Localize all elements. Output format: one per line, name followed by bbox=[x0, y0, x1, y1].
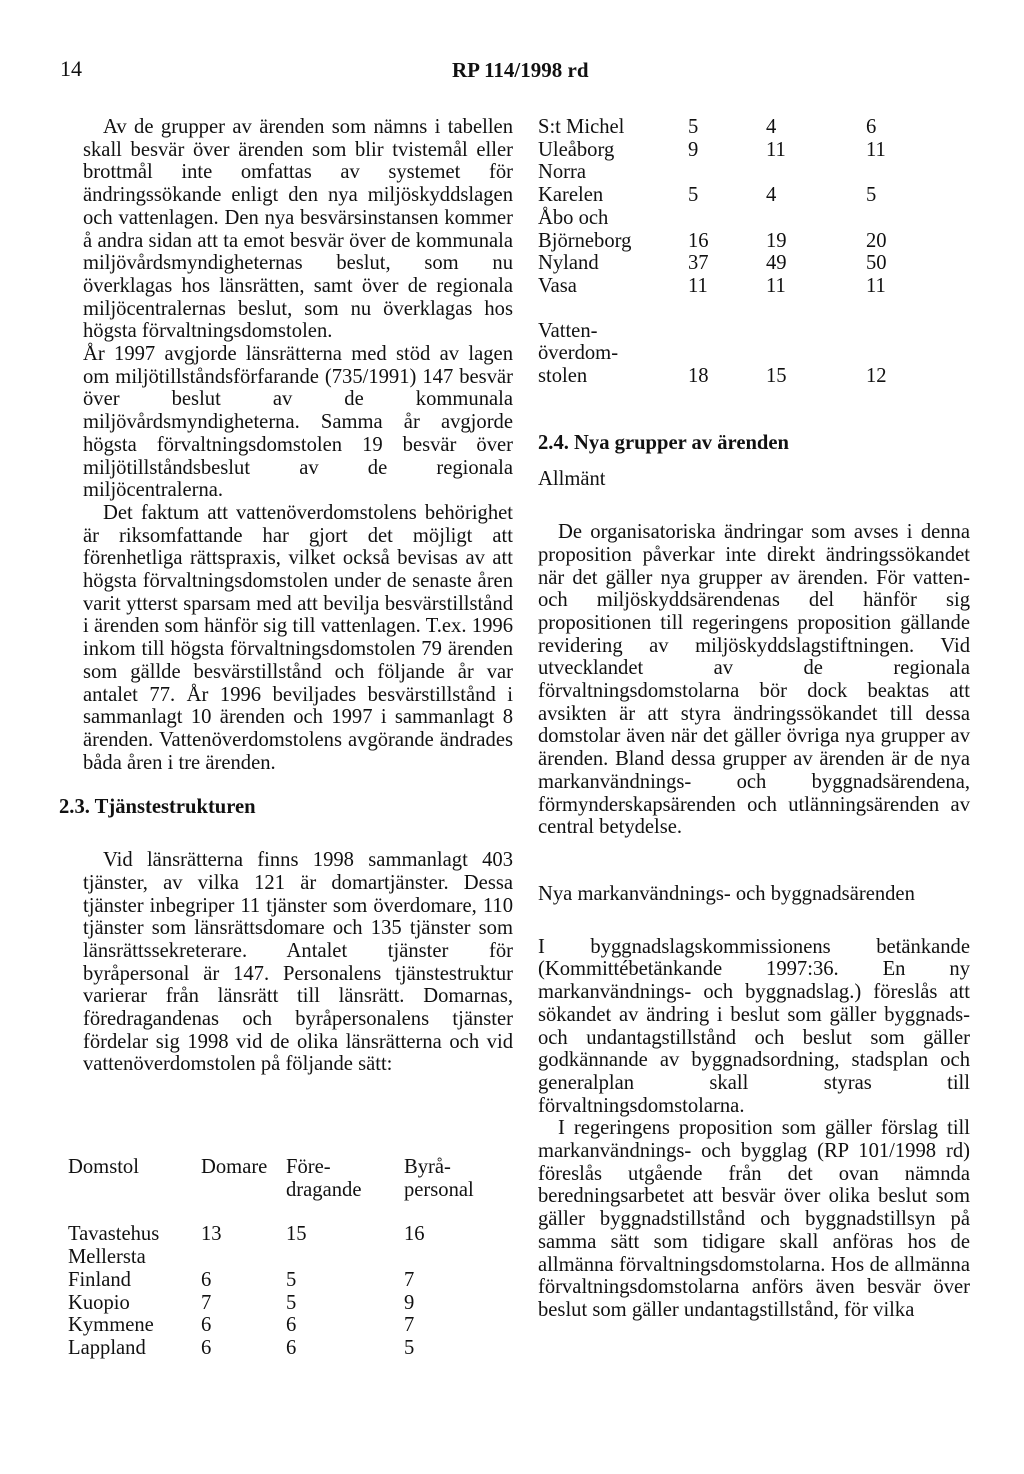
paragraph: De organisatoriska ändringar som avses i denna proposition påverkar inte direkt ändringssökandet när det gäller nya grupper av ärenden. För vatten- och miljöskyddsärendenas del hänför sig propositionen till regeringens proposition gällande revidering av miljöskyddslagstiftningen. Vid utvecklandet av de regionala förvaltningsdomstolarna bör dock beaktas att avsikten är att styra ändringssökandet till dessa domstolar även när det gäller övriga nya grupper av ärenden. Bland dessa grupper av ärenden är de nya markanvändnings- och byggnadsärendena, förmynderskapsärenden och utlänningsärenden av central betydelse. bbox=[538, 521, 970, 839]
paragraph: I byggnadslagskommissionens betänkande (Kommittébetänkande 1997:36. En ny markanvändnings- och byggnadslag.) föreslås att sökandet av ändring i beslut som gäller byggnads- och undantagstillstånd och beslut som gäller godkännande av byggnadsordning, stadsplan och generalplan skall styras till förvaltningsdomstolarna. bbox=[538, 935, 970, 1117]
court-name-line: Björneborg bbox=[538, 229, 632, 252]
cell-domare: 11 bbox=[688, 274, 708, 297]
paragraph: År 1997 avgjorde länsrätterna med stöd av lagen om miljötillståndsförfarande (735/1991) 147 besvär över beslut av de kommunala miljövårdsmyndigheterna. Samma år avgjorde högsta förvaltningsdomstolen 19 besvär över miljötillståndsbeslut av de regionala miljöcentralerna. bbox=[83, 343, 513, 502]
table-row bbox=[68, 1223, 494, 1246]
cell-foredragande: 49 bbox=[766, 252, 787, 275]
cell-foredragande: 15 bbox=[766, 365, 787, 388]
court-name: Lappland bbox=[68, 1336, 146, 1359]
cell-domare: 18 bbox=[688, 365, 709, 388]
table-row bbox=[538, 161, 906, 206]
paragraph: Det faktum att vattenöverdomstolens behörighet är riksomfattande har gjort det möjligt att förenhetliga rättspraxis, vilket också bevisas av att högsta förvaltningsdomstolen under de senaste åren varit ytterst sparsam med att bevilja besvärstillstånd i ärenden som hänför sig till vattenlagen. T.ex. 1996 inkom till högsta förvaltningsdomstolen 79 ärenden som gällde besvärstillstånd och följande år var antalet 77. År 1996 beviljades besvärstillstånd i sammanlagt 10 ärenden och 1997 i sammanlagt 8 ärenden. Vattenöverdomstolens avgörande ändrades båda åren i tre ärenden. bbox=[83, 501, 513, 774]
left-column bbox=[59, 116, 513, 1076]
court-name-line: Norra bbox=[538, 161, 587, 184]
cell-foredragande: 11 bbox=[766, 274, 786, 297]
section-heading-2-3: 2.3. Tjänstestrukturen bbox=[59, 796, 256, 819]
subsection-heading: Nya markanvändnings- och byggnadsärenden bbox=[538, 882, 915, 905]
cell-byrapersonal: 5 bbox=[866, 184, 877, 207]
paragraph: Av de grupper av ärenden som nämns i tabellen skall besvär över ärenden som blir tvistemål eller brottmål inte omfattas av systemet för ändringssökande enligt den nya miljöskyddslagen och vattenlagen. Den nya besvärsinstansen kommer å andra sidan att ta emot besvär över de kommunala miljövårdsmyndigheternas beslut, som nu överklagas hos länsrätten, samt över de regionala miljöcentralernas beslut, som nu överklagas hos högsta förvaltningsdomstolen. bbox=[83, 116, 513, 343]
col-header-line: dragande bbox=[286, 1178, 362, 1201]
table-row bbox=[538, 320, 906, 388]
col-header-domare: Domare bbox=[201, 1156, 268, 1178]
cell-domare: 6 bbox=[201, 1314, 212, 1337]
court-name bbox=[538, 207, 688, 252]
page-number: 14 bbox=[60, 56, 82, 81]
table-row bbox=[68, 1246, 494, 1291]
court-name-line: Mellersta bbox=[68, 1246, 146, 1269]
table-row bbox=[68, 1292, 494, 1315]
cell-byrapersonal: 7 bbox=[404, 1314, 415, 1337]
table-row bbox=[538, 139, 906, 162]
cell-byrapersonal: 11 bbox=[866, 138, 886, 161]
col-header-line: Före- bbox=[286, 1156, 331, 1178]
table-row bbox=[68, 1337, 494, 1360]
table-row bbox=[538, 116, 906, 139]
cell-foredragande: 6 bbox=[286, 1314, 297, 1337]
cell-byrapersonal: 7 bbox=[404, 1268, 415, 1291]
cell-domare: 13 bbox=[201, 1223, 222, 1246]
col-header-line: personal bbox=[404, 1178, 474, 1201]
col-header-line: Byrå- bbox=[404, 1156, 451, 1178]
court-name-line: Vatten- bbox=[538, 319, 598, 342]
right-column bbox=[538, 116, 970, 1322]
cell-byrapersonal: 5 bbox=[404, 1336, 415, 1359]
table-row bbox=[538, 252, 906, 275]
court-name-line: Finland bbox=[68, 1268, 131, 1291]
cell-byrapersonal: 12 bbox=[866, 365, 887, 388]
cell-domare: 7 bbox=[201, 1291, 212, 1314]
cell-byrapersonal: 50 bbox=[866, 252, 887, 275]
table-row bbox=[538, 207, 906, 252]
court-name: Nyland bbox=[538, 252, 599, 275]
court-name-line: Åbo och bbox=[538, 206, 609, 229]
cell-byrapersonal: 16 bbox=[404, 1223, 425, 1246]
col-header-domstol: Domstol bbox=[68, 1156, 139, 1178]
cell-domare: 5 bbox=[688, 116, 699, 138]
cell-foredragande: 19 bbox=[766, 229, 787, 252]
subsection-label-allmant: Allmänt bbox=[538, 468, 606, 491]
col-header-foredragande bbox=[286, 1156, 404, 1201]
court-name: Tavastehus bbox=[68, 1223, 160, 1246]
running-header: RP 114/1998 rd bbox=[452, 58, 589, 82]
cell-domare: 6 bbox=[201, 1268, 212, 1291]
court-name: Kymmene bbox=[68, 1314, 154, 1337]
cell-byrapersonal: 20 bbox=[866, 229, 887, 252]
table-row bbox=[68, 1314, 494, 1337]
court-name: Kuopio bbox=[68, 1291, 130, 1314]
court-staff-table-part-1 bbox=[68, 1156, 494, 1360]
court-name bbox=[68, 1246, 201, 1291]
cell-byrapersonal: 6 bbox=[866, 116, 877, 138]
table-row bbox=[538, 275, 906, 298]
cell-foredragande: 4 bbox=[766, 116, 777, 138]
cell-foredragande: 11 bbox=[766, 138, 786, 161]
court-name: Uleåborg bbox=[538, 138, 615, 161]
paragraph: I regeringens proposition som gäller förslag till markanvändnings- och bygglag (RP 101/1998 rd) föreslås utgående från det ovan nämnda beredningsarbetet att besvär över olika beslut som gäller byggnadstillstånd och byggnadstillsyn på samma sätt som tidigare skall anföras hos de allmänna förvaltningsdomstolarna. Hos de allmänna förvaltningsdomstolarna anförs även besvär över beslut som gäller undantagstillstånd, för vilka bbox=[538, 1117, 970, 1321]
court-name bbox=[538, 161, 688, 206]
court-name: Vasa bbox=[538, 274, 577, 297]
cell-byrapersonal: 11 bbox=[866, 274, 886, 297]
cell-domare: 9 bbox=[688, 138, 699, 161]
table-header-row bbox=[68, 1156, 494, 1201]
court-name-line: överdom- bbox=[538, 342, 619, 365]
cell-domare: 5 bbox=[688, 184, 699, 207]
col-header-byrapersonal bbox=[404, 1156, 494, 1201]
cell-byrapersonal: 9 bbox=[404, 1291, 415, 1314]
court-name-line: Karelen bbox=[538, 184, 604, 207]
cell-domare: 37 bbox=[688, 252, 709, 275]
cell-foredragande: 5 bbox=[286, 1291, 297, 1314]
paragraph: Vid länsrätterna finns 1998 sammanlagt 403 tjänster, av vilka 121 är domartjänster. Dessa tjänster inbegriper 11 tjänster som överdomare, 110 tjänster som länsrättsdomare och 135 tjänster som länsrättssekreterare. Antalet tjänster för byråpersonal är 147. Personalens tjänstestruktur varierar från länsrätt till länsrätt. Domarnas, föredragandenas och byråpersonalens tjänster fördelar sig 1998 vid de olika länsrätterna och vid vattenöverdomstolen på följande sätt: bbox=[83, 849, 513, 1076]
cell-domare: 16 bbox=[688, 229, 709, 252]
cell-domare: 6 bbox=[201, 1336, 212, 1359]
cell-foredragande: 4 bbox=[766, 184, 777, 207]
cell-foredragande: 15 bbox=[286, 1223, 307, 1246]
court-name: S:t Michel bbox=[538, 116, 625, 138]
court-name bbox=[538, 320, 688, 388]
cell-foredragande: 6 bbox=[286, 1336, 297, 1359]
section-heading-2-4: 2.4. Nya grupper av ärenden bbox=[538, 431, 789, 454]
court-name-line: stolen bbox=[538, 365, 588, 388]
court-staff-table-part-2 bbox=[538, 116, 906, 388]
cell-foredragande: 5 bbox=[286, 1268, 297, 1291]
